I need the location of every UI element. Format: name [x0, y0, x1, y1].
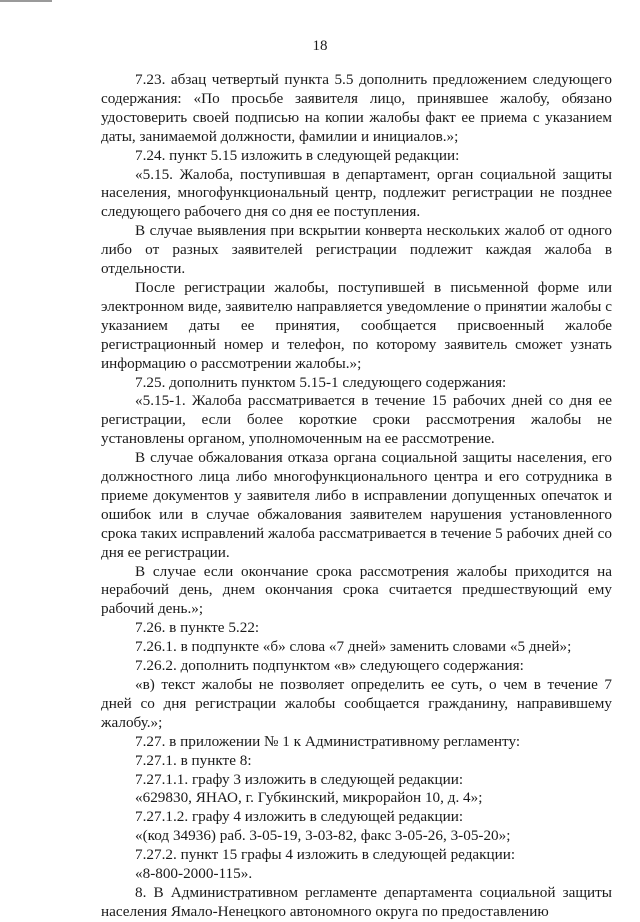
paragraph-7-27-1-1: 7.27.1.1. графу 3 изложить в следующей редакции:: [135, 770, 464, 788]
paragraph-5-15-1: «5.15-1. Жалоба рассматривается в течение 15 рабочих дней со дня ее регистрации, если более короткие сроки рассмотрения жалобы не установлены органом, уполномоченным на ее рассмотрение.: [101, 392, 612, 448]
paragraph-7-27-1-2: 7.27.1.2. графу 4 изложить в следующей редакции:: [135, 808, 464, 826]
paragraph-refusal-appeal: В случае обжалования отказа органа социальной защиты населения, его должностного лица либо многофункционального центра и его сотрудника в приеме документов у заявителя либо в исправлении допущенных опечаток и ошибок или в случае обжалования заявителем нарушения установленного срока таких исправлений жалоба рассматривается в течение 5 рабочих дней со дня ее регистрации.: [101, 449, 612, 561]
paragraph-5-15: «5.15. Жалоба, поступившая в департамент, орган социальной защиты населения, многофункциональный центр, подлежит регистрации не позднее следующего рабочего дня со дня ее поступления.: [101, 165, 612, 221]
paragraph-non-working-day: В случае если окончание срока рассмотрения жалобы приходится на нерабочий день, днем окончания срока считается предшествующий ему рабочий день.»;: [101, 562, 612, 618]
paragraph-7-24: 7.24. пункт 5.15 изложить в следующей редакции:: [135, 146, 460, 164]
paragraph-7-26-1: 7.26.1. в подпункте «б» слова «7 дней» заменить словами «5 дней»;: [135, 638, 572, 656]
paragraph-registration-notice: После регистрации жалобы, поступившей в письменной форме или электронном виде, заявителю направляется уведомление о принятии жалобы с указанием даты ее принятия, сообщается присвоенный жалобе регистрационный номер и телефон, по которому заявитель сможет узнать информацию о рассмотрении жалобы.»;: [101, 278, 612, 372]
page-number: 18: [312, 38, 328, 54]
paragraph-7-27: 7.27. в приложении № 1 к Административному регламенту:: [135, 732, 521, 750]
paragraph-address: «629830, ЯНАО, г. Губкинский, микрорайон 10, д. 4»;: [135, 789, 483, 807]
paragraph-7-26-2: 7.26.2. дополнить подпунктом «в» следующего содержания:: [135, 657, 524, 675]
paragraph-7-27-1: 7.27.1. в пункте 8:: [135, 751, 252, 769]
document-body: [101, 71, 612, 922]
corner-mark: [0, 0, 52, 2]
paragraph-subitem-v: «в) текст жалобы не позволяет определить ее суть, о чем в течение 7 дней со дня регистрации жалобы сообщается гражданину, направившему жалобу.»;: [101, 676, 612, 731]
paragraph-hotline: «8-800-2000-115».: [135, 865, 253, 883]
paragraph-7-25: 7.25. дополнить пунктом 5.15-1 следующего содержания:: [135, 373, 507, 391]
paragraph-7-26: 7.26. в пункте 5.22:: [135, 619, 260, 637]
paragraph-phones: «(код 34936) раб. 3-05-19, 3-03-82, факс 3-05-26, 3-05-20»;: [135, 827, 511, 845]
paragraph-7-27-2: 7.27.2. пункт 15 графы 4 изложить в следующей редакции:: [135, 846, 516, 864]
paragraph-7-23: 7.23. абзац четвертый пункта 5.5 дополнить предложением следующего содержания: «По просьбе заявителя лицо, принявшее жалобу, обязано удостоверить своей подписью на копии жалобы факт ее приема с указанием даты, занимаемой должности, фамилии и инициалов.»;: [101, 71, 612, 145]
paragraph-8: 8. В Административном регламенте департамента социальной защиты населения Ямало-Ненецкого автономного округа по предоставлению: [101, 883, 612, 920]
paragraph-multiple-complaints: В случае выявления при вскрытии конверта нескольких жалоб от одного либо от разных заявителей регистрации подлежит каждая жалоба в отдельности.: [101, 222, 612, 278]
